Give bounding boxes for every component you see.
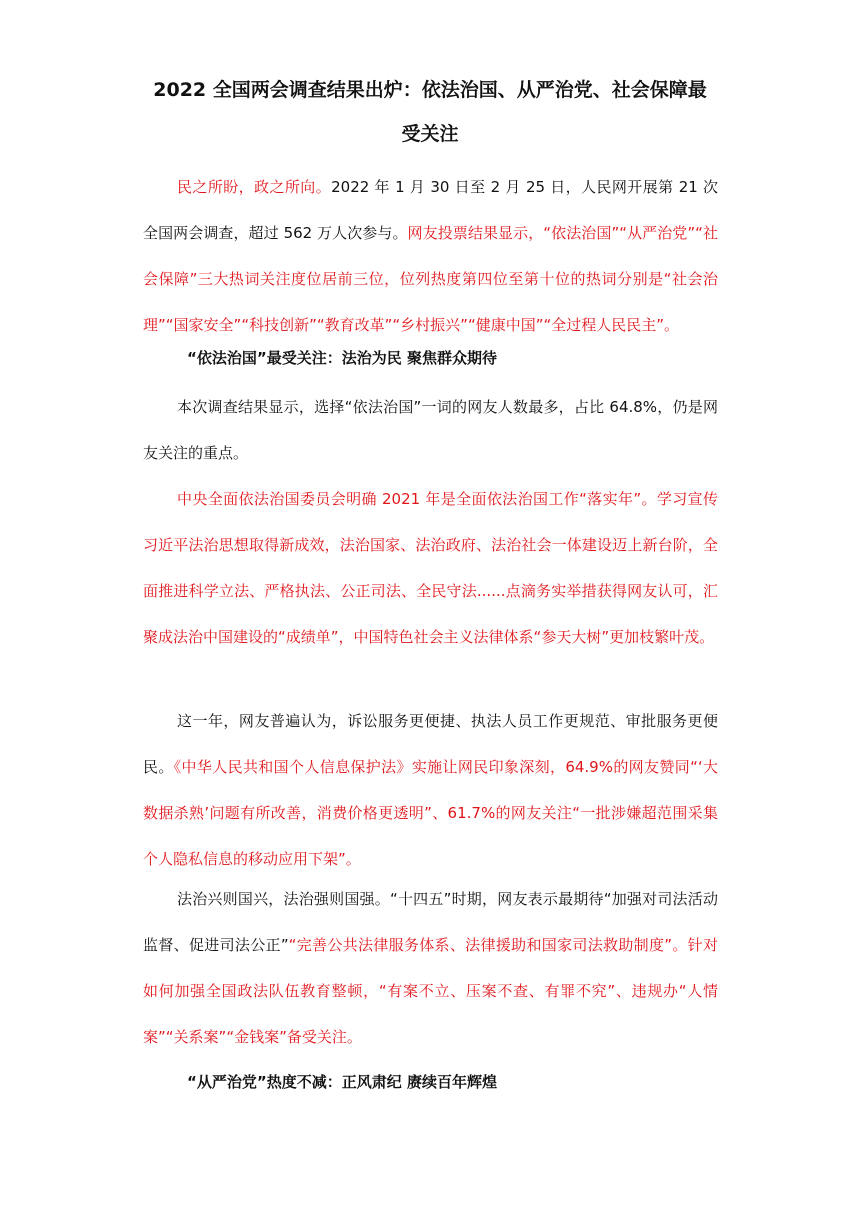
- privacy-law-stats: 《中华人民共和国个人信息保护法》实施让网民印象深刻，64.9%的网友赞同“‘大数据杀熟’问题有所改善，消费价格更透明”、61.7%的网友关注“一批涉嫌超范围采集个人隐私信息的移动应用下架”。: [143, 758, 718, 868]
- intro-results: 网友投票结果显示，“依法治国”“从严治党”“社会保障”三大热词关注度位居前三位，位列热度第四位至第十位的热词分别是“社会治理”“国家安全”“科技创新”“教育改革”“乡村振兴”“健康中国”“全过程人民民主”。: [143, 224, 719, 334]
- judicial-intro: 法治兴则国兴，法治强则国强。“十四五”时期，网友表示最期待“加强对司法活动监督、促进司法公正”: [143, 890, 718, 954]
- paragraph-survey-result: 本次调查结果显示，选择“依法治国”一词的网友人数最多，占比 64.8%，仍是网友关注的重点。: [143, 398, 718, 462]
- document-title-line1: 2022 全国两会调查结果出炉：依法治国、从严治党、社会保障最: [153, 79, 707, 101]
- intro-phrase: 民之所盼，政之所向。: [177, 178, 332, 196]
- privacy-intro: 这一年，网友普遍认为，诉讼服务更便捷、执法人员工作更规范、审批服务更便民。: [143, 712, 718, 776]
- judicial-focus: “完善公共法律服务体系、法律援助和国家司法救助制度”。针对如何加强全国政法队伍教育整顿，“有案不立、压案不查、有罪不究”、违规办“人情案”“关系案”“金钱案”备受关注。: [143, 936, 719, 1046]
- document-title-line2: 受关注: [401, 123, 459, 145]
- intro-survey-info: 2022 年 1 月 30 日至 2 月 25 日，人民网开展第 21 次全国两会调查，超过 562 万人次参与。: [143, 178, 718, 242]
- paragraph-judicial-expectations: [143, 876, 718, 1060]
- paragraph-intro: [143, 164, 718, 348]
- paragraph-privacy-law: [143, 698, 718, 882]
- section-heading-party-discipline: “从严治党”热度不减：正风肃纪 赓续百年辉煌: [187, 1073, 497, 1091]
- section-heading-rule-of-law: “依法治国”最受关注：法治为民 聚焦群众期待: [187, 349, 497, 367]
- paragraph-implementation-year: 中央全面依法治国委员会明确 2021 年是全面依法治国工作“落实年”。学习宣传习近平法治思想取得新成效，法治国家、法治政府、法治社会一体建设迈上新台阶，全面推进科学立法、严格执法、公正司法、全民守法......点滴务实举措获得网友认可，汇聚成法治中国建设的“成绩单”，中国特色社会主义法律体系“参天大树”更加枝繁叶茂。: [143, 490, 718, 646]
